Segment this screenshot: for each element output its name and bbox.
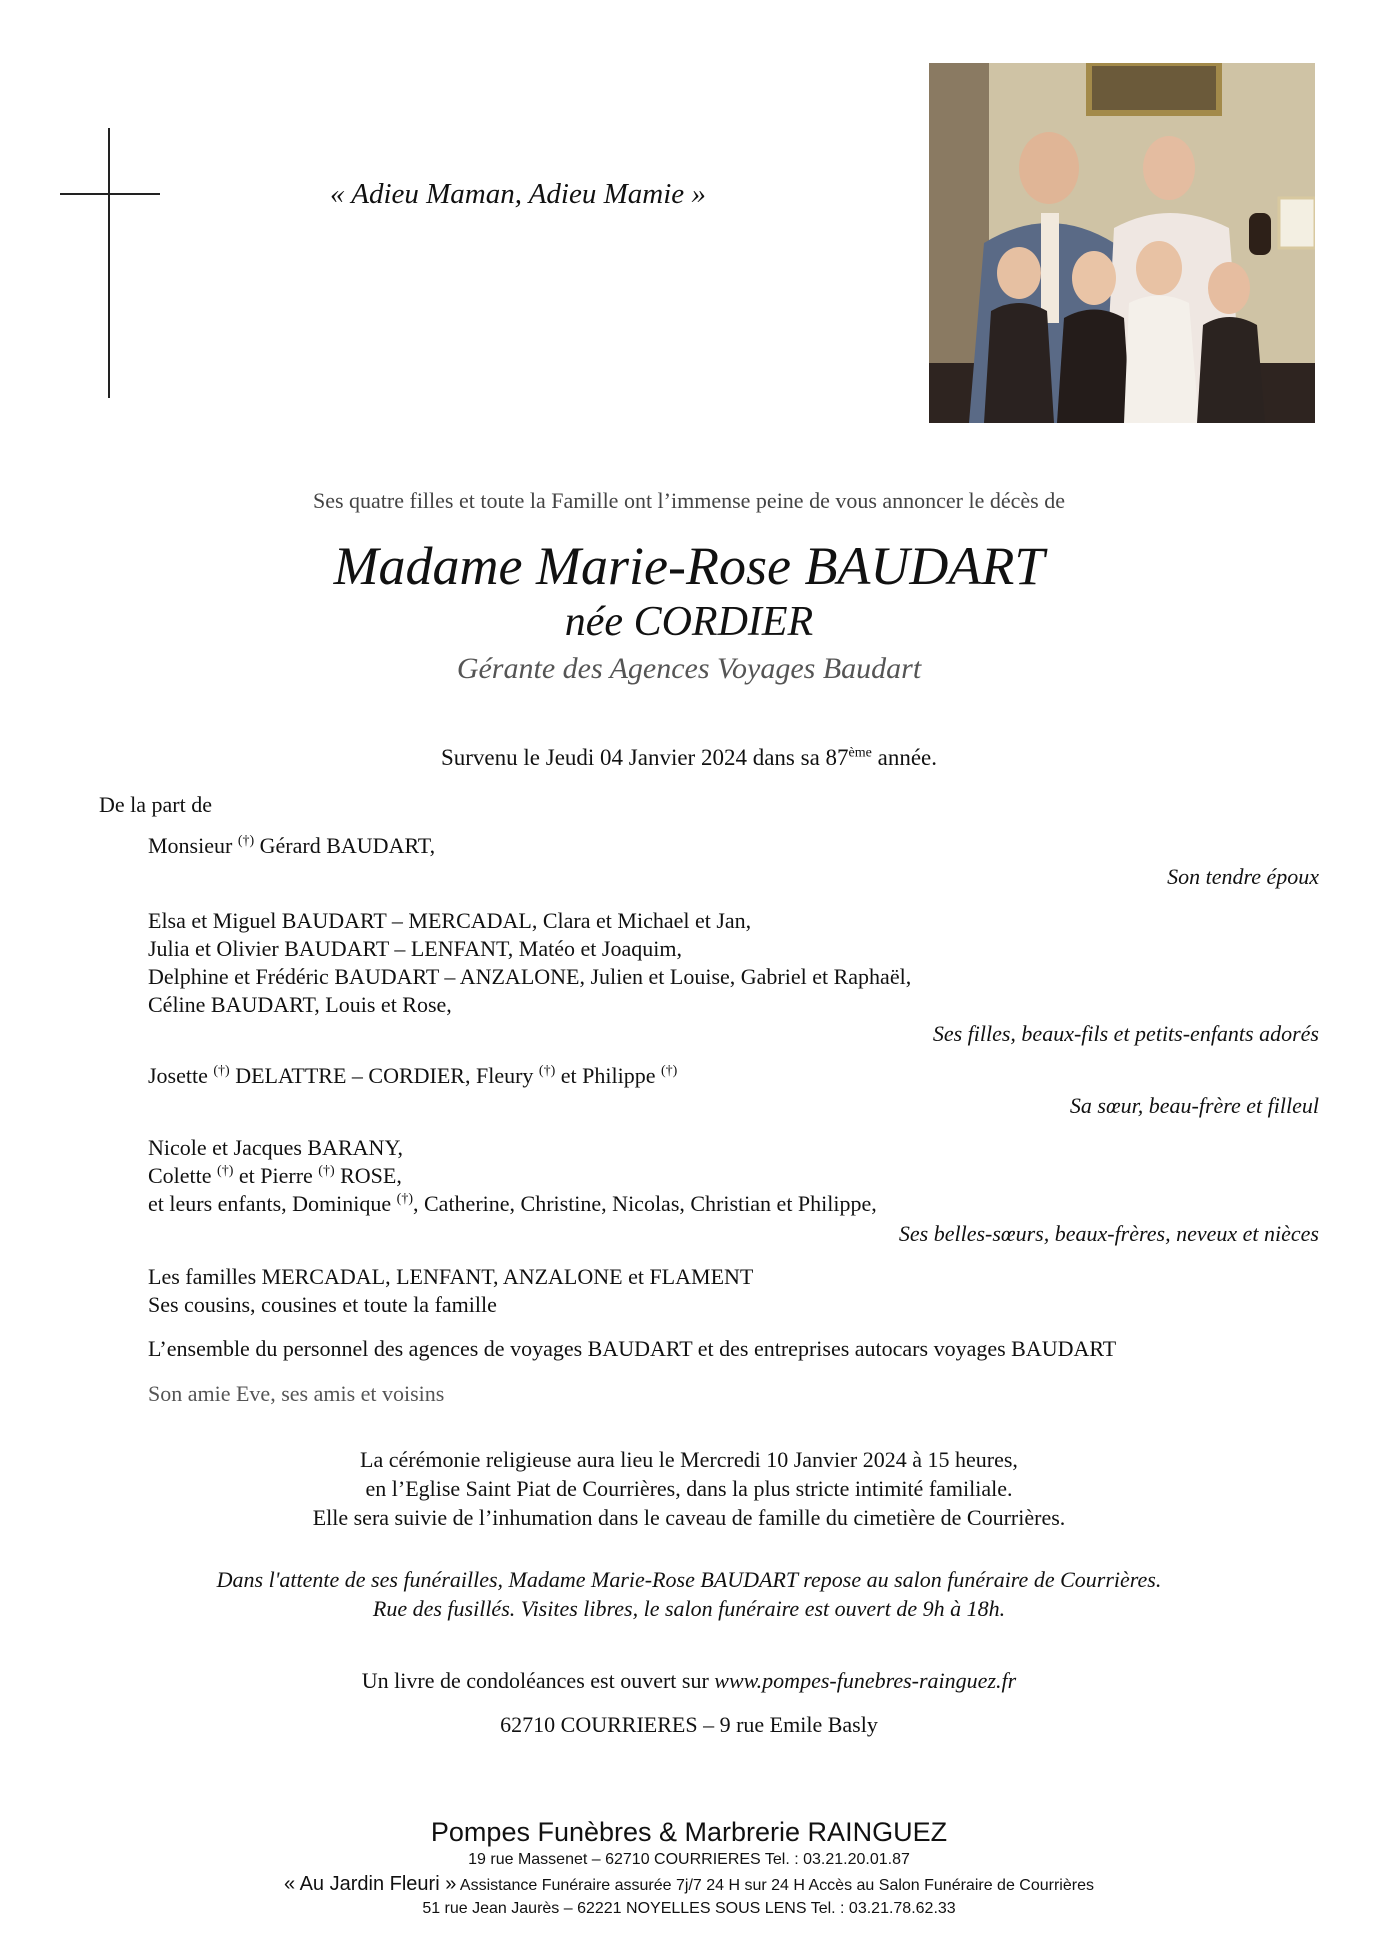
funeral-home-line: Dans l'attente de ses funérailles, Madame Marie-Rose BAUDART repose au salon funéraire de Courrières. xyxy=(216,1567,1162,1592)
cousins-line: Ses cousins, cousines et toute la famille xyxy=(148,1292,497,1317)
families-line: Les familles MERCADAL, LENFANT, ANZALONE et FLAMENT xyxy=(148,1264,754,1289)
ceremony-line: La cérémonie religieuse aura lieu le Mercredi 10 Janvier 2024 à 15 heures, xyxy=(360,1447,1018,1472)
children-line: Céline BAUDART, Louis et Rose, xyxy=(148,992,452,1017)
children-caption: Ses filles, beaux-fils et petits-enfants adorés xyxy=(932,1021,1319,1046)
footer-address-2: 51 rue Jean Jaurès – 62221 NOYELLES SOUS LENS Tel. : 03.21.78.62.33 xyxy=(422,1900,956,1917)
deceased-name: Madame Marie-Rose BAUDART xyxy=(333,536,1045,596)
announcement-intro: Ses quatre filles et toute la Famille ont l’immense peine de vous annoncer le décès de xyxy=(312,488,1066,513)
from-heading: De la part de xyxy=(99,792,212,817)
inlaws-caption: Ses belles-sœurs, beaux-frères, neveux et nièces xyxy=(898,1221,1319,1246)
inlaws-line: Nicole et Jacques BARANY, xyxy=(148,1135,403,1160)
family-photo xyxy=(929,63,1315,423)
ceremony-line: Elle sera suivie de l’inhumation dans le caveau de famille du cimetière de Courrières. xyxy=(312,1505,1066,1530)
deceased-role: Gérante des Agences Voyages Baudart xyxy=(456,652,922,685)
inlaws-line: et leurs enfants, Dominique (†), Catherine, Christine, Nicolas, Christian et Philippe, xyxy=(148,1191,877,1216)
farewell-quote: « Adieu Maman, Adieu Mamie » xyxy=(330,178,706,210)
condolences-line: Un livre de condoléances est ouvert sur www.pompes-funebres-rainguez.fr xyxy=(361,1668,1017,1693)
cross-horizontal-bar xyxy=(60,193,160,195)
funeral-home-line: Rue des fusillés. Visites libres, le salon funéraire est ouvert de 9h à 18h. xyxy=(372,1596,1006,1621)
footer-company: Pompes Funèbres & Marbrerie RAINGUEZ xyxy=(430,1817,948,1847)
ceremony-line: en l’Eglise Saint Piat de Courrières, dans la plus stricte intimité familiale. xyxy=(365,1476,1013,1501)
cross-vertical-bar xyxy=(108,128,110,398)
children-line: Julia et Olivier BAUDART – LENFANT, Matéo et Joaquim, xyxy=(148,936,682,961)
inlaws-line: Colette (†) et Pierre (†) ROSE, xyxy=(148,1163,402,1188)
children-line: Elsa et Miguel BAUDART – MERCADAL, Clara et Michael et Jan, xyxy=(148,908,752,933)
maiden-name: née CORDIER xyxy=(564,599,814,645)
staff-line: L’ensemble du personnel des agences de voyages BAUDART et des entreprises autocars voyages BAUDART xyxy=(148,1336,1117,1361)
footer-address-1: 19 rue Massenet – 62710 COURRIERES Tel. : 03.21.20.01.87 xyxy=(468,1851,910,1868)
friends-line: Son amie Eve, ses amis et voisins xyxy=(148,1381,445,1406)
death-date: Survenu le Jeudi 04 Janvier 2024 dans sa 87ème année. xyxy=(440,745,937,770)
sister-caption: Sa sœur, beau-frère et filleul xyxy=(1069,1093,1319,1118)
footer-assistance: « Au Jardin Fleuri » Assistance Funéraire assurée 7j/7 24 H sur 24 H Accès au Salon Funéraire de Courrières xyxy=(284,1873,1094,1895)
husband-caption: Son tendre époux xyxy=(1167,864,1319,889)
children-line: Delphine et Frédéric BAUDART – ANZALONE, Julien et Louise, Gabriel et Raphaël, xyxy=(148,964,912,989)
husband-line: Monsieur (†) Gérard BAUDART, xyxy=(148,833,436,858)
address-line: 62710 COURRIERES – 9 rue Emile Basly xyxy=(500,1712,878,1737)
condolences-link[interactable]: www.pompes-funebres-rainguez.fr xyxy=(714,1668,1017,1693)
family-photo-illustration xyxy=(929,63,1315,423)
sister-line: Josette (†) DELATTRE – CORDIER, Fleury (†) et Philippe (†) xyxy=(148,1063,678,1088)
